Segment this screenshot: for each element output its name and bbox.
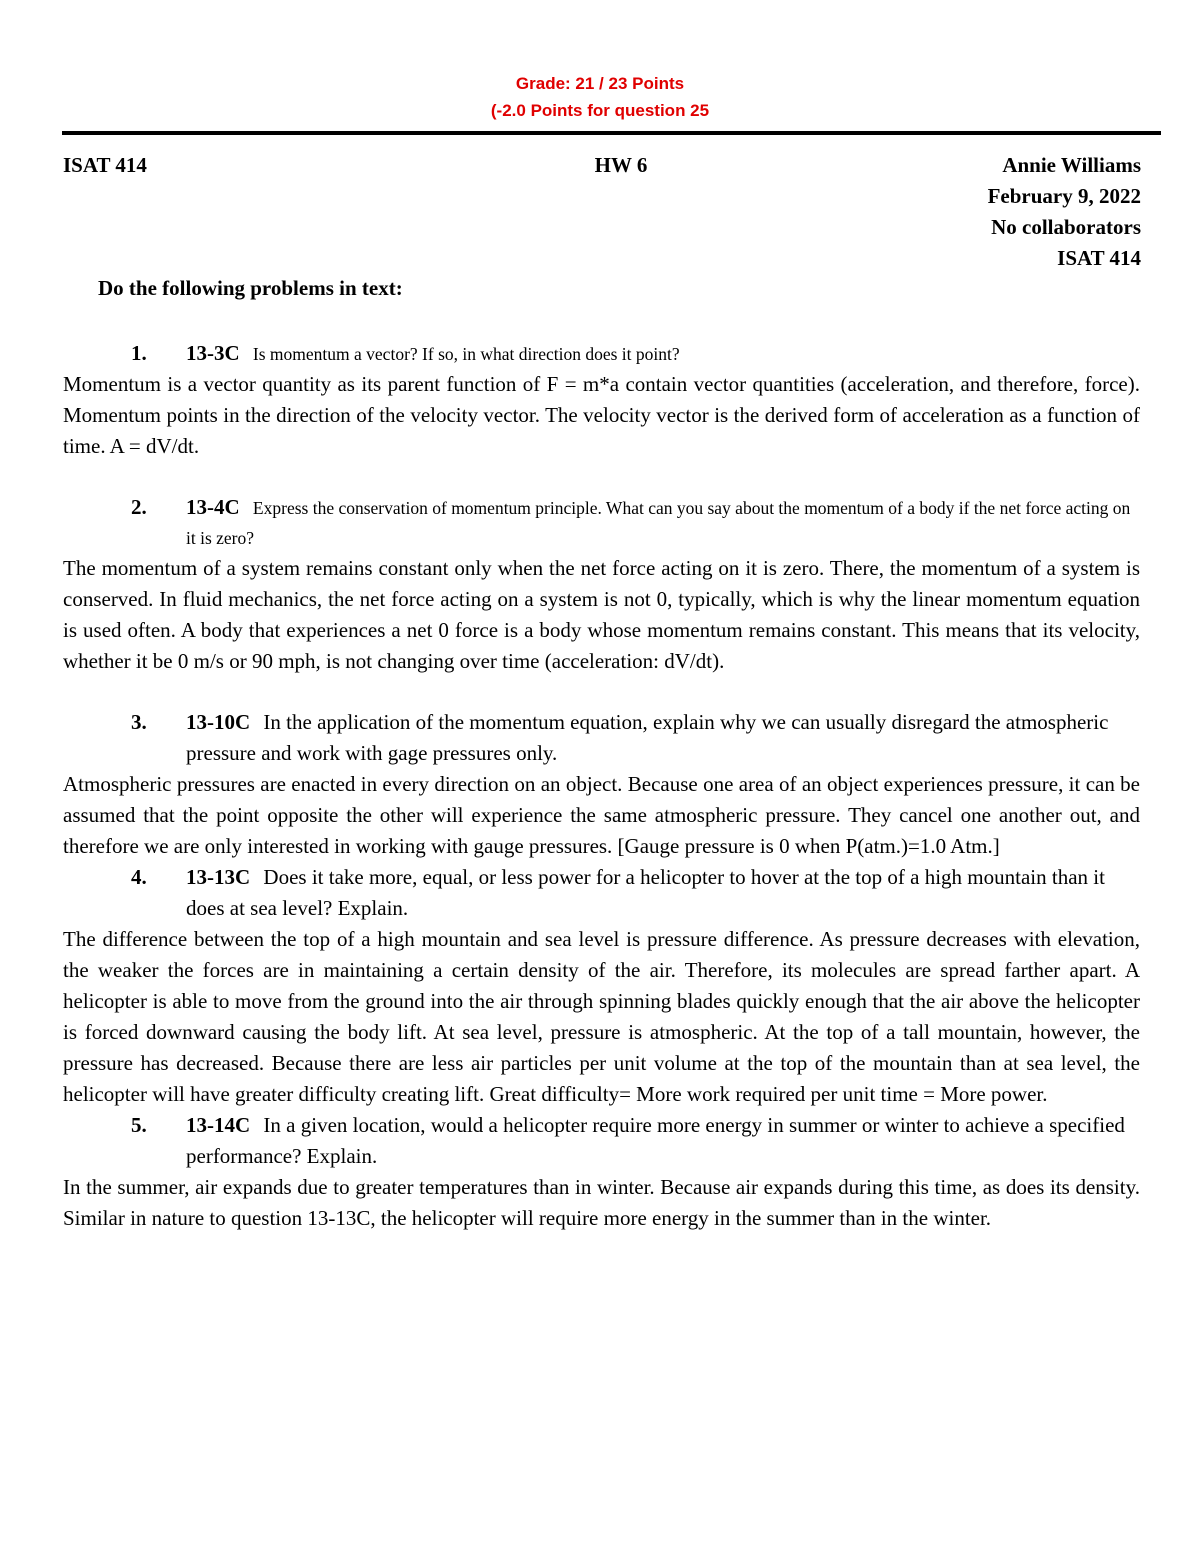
answer-4: The difference between the top of a high mountain and sea level is pressure difference. As pressure decreases with elevation, the weaker the forces are in maintaining a certain density of the air. Therefore, its molecules are spread farther apart. A helicopter is able to move from the ground into the air through spinning blades quickly enough that the air above the helicopter is forced downward causing the body lift. At sea level, pressure is atmospheric. At the top of a tall mountain, however, the pressure has decreased. Because there are less air particles per unit volume at the top of the mountain than at sea level, the helicopter will have greater difficulty creating lift. Great difficulty= More work required per unit time = More power. bbox=[63, 927, 1140, 1106]
question-text: In a given location, would a helicopter require more energy in summer or winter to achieve a specified performance? Explain. bbox=[186, 1113, 1125, 1168]
question-code: 13-14C bbox=[186, 1113, 251, 1137]
answer-3: Atmospheric pressures are enacted in every direction on an object. Because one area of an object experiences pressure, it can be assumed that the point opposite the other will experience the same atmospheric pressure. They cancel one another out, and therefore we are only interested in working with gauge pressures. [Gauge pressure is 0 when P(atm.)=1.0 Atm.] bbox=[63, 772, 1140, 858]
grade-score: Grade: 21 / 23 Points bbox=[515, 74, 685, 93]
questions-list bbox=[63, 339, 1140, 1234]
answer-2: The momentum of a system remains constant only when the net force acting on it is zero. There, the momentum of a system is conserved. In fluid mechanics, the net force acting on a system is not 0, typically, which is why the linear momentum equation is used often. A body that experiences a net 0 force is a body whose momentum remains constant. This means that its velocity, whether it be 0 m/s or 90 mph, is not changing over time (acceleration: dV/dt). bbox=[63, 556, 1140, 673]
assignment-label: HW 6 bbox=[594, 153, 648, 177]
grade-deduction-note: (-2.0 Points for question 25 bbox=[490, 101, 710, 120]
question-text: Does it take more, equal, or less power for a helicopter to hover at the top of a high mountain than it does at sea level? Explain. bbox=[186, 865, 1105, 920]
header-rule bbox=[62, 131, 1161, 135]
question-code: 13-13C bbox=[186, 865, 251, 889]
question-5 bbox=[63, 1110, 1140, 1172]
question-2 bbox=[63, 493, 1140, 553]
student-name: Annie Williams bbox=[1002, 153, 1141, 177]
instructions-heading: Do the following problems in text: bbox=[98, 276, 403, 300]
question-code: 13-10C bbox=[186, 710, 251, 734]
question-text: In the application of the momentum equation, explain why we can usually disregard the atmospheric pressure and work with gage pressures only. bbox=[186, 710, 1109, 765]
question-number: 2. bbox=[131, 495, 147, 519]
question-1 bbox=[63, 339, 1140, 369]
submission-date: February 9, 2022 bbox=[987, 184, 1141, 208]
question-number: 5. bbox=[131, 1113, 147, 1137]
question-text: Is momentum a vector? If so, in what direction does it point? bbox=[252, 344, 680, 364]
question-text: Express the conservation of momentum principle. What can you say about the momentum of a body if the net force acting on it is zero? bbox=[186, 498, 1131, 548]
question-code: 13-3C bbox=[186, 341, 240, 365]
collaborators-note: No collaborators bbox=[991, 215, 1141, 239]
answer-5: In the summer, air expands due to greater temperatures than in winter. Because air expands during this time, as does its density. Similar in nature to question 13-13C, the helicopter will require more energy in the summer than in the winter. bbox=[63, 1175, 1140, 1230]
course-label: ISAT 414 bbox=[63, 153, 147, 177]
question-number: 4. bbox=[131, 865, 147, 889]
question-4 bbox=[63, 862, 1140, 924]
question-code: 13-4C bbox=[186, 495, 240, 519]
question-number: 1. bbox=[131, 341, 147, 365]
course-label-repeat: ISAT 414 bbox=[1057, 246, 1141, 270]
student-info bbox=[988, 150, 1141, 274]
question-3 bbox=[63, 707, 1140, 769]
answer-1: Momentum is a vector quantity as its parent function of F = m*a contain vector quantities (acceleration, and therefore, force). Momentum points in the direction of the velocity vector. The velocity vector is the derived form of acceleration as a function of time. A = dV/dt. bbox=[63, 372, 1140, 458]
question-number: 3. bbox=[131, 710, 147, 734]
